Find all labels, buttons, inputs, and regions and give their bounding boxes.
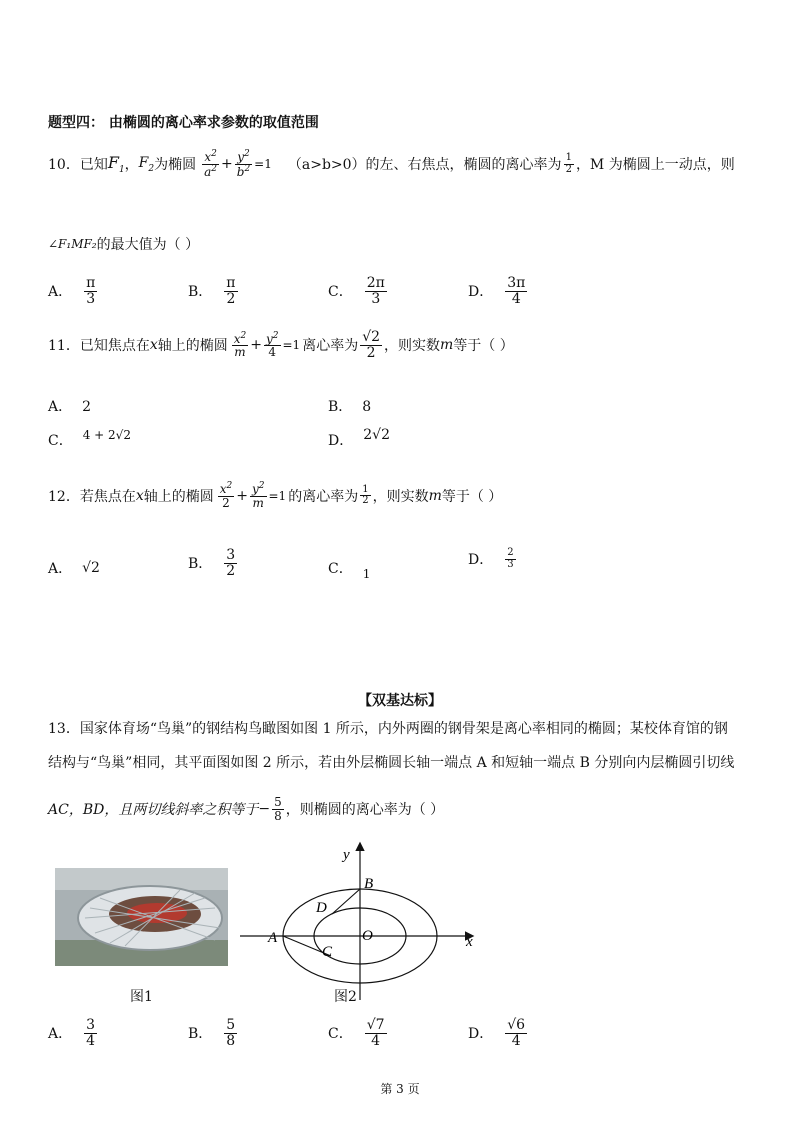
page-number: 第 3 页 [380, 1082, 420, 1096]
section-heading: 题型四： 由椭圆的离心率求参数的取值范围 [48, 115, 319, 131]
q10-number: 10．已知 [48, 157, 108, 174]
q11-eccentricity: $\frac{√2}{2}$ [362, 329, 381, 361]
basic-heading: 【双基达标】 [358, 693, 442, 709]
q11-ellipse-equation: $\frac{x^2}{m}$ + $\frac{y^2}{4}$ =1 [233, 330, 301, 360]
q13-option-a[interactable]: A． $\frac{3}{4}$ [48, 1017, 96, 1049]
q13-option-b[interactable]: B． $\frac{5}{8}$ [188, 1017, 236, 1049]
q13-slope-product: $\frac{5}{8}$ [274, 795, 282, 823]
q10-option-a[interactable]: A． $\frac{\pi}{3}$ [48, 275, 96, 307]
question-12: 12．若焦点在 x 轴上的椭圆 $\frac{x^2}{2}$ + $\frac{y^2}{m}$ =1 的离心率为 $\frac{1}{2}$ ，则实数 m 等于（ ） [48, 481, 503, 510]
q12-ellipse-equation: $\frac{x^2}{2}$ + $\frac{y^2}{m}$ =1 [219, 481, 287, 510]
question-13-line1: 13．国家体育场“鸟巢”的钢结构鸟瞰图如图 1 所示，内外两圈的钢骨架是离心率相同的椭圆；某校体育馆的钢 [48, 721, 728, 737]
figure-1-bird-nest-photo [55, 868, 228, 966]
q12-eccentricity: $\frac{1}{2}$ [362, 483, 369, 507]
q10-options [48, 276, 748, 316]
q10-angle: ∠F₁MF₂ [48, 237, 97, 251]
figure-1-caption: 图1 [130, 989, 153, 1005]
q13-options [48, 1018, 748, 1062]
question-10-line1: 10．已知 $F_1$ ， $F_2$ 为椭圆 $\frac{x^2}{a^2}$ + $\frac{y^2}{b^2}$ =1 （a>b>0）的左、右焦点，椭圆的离心率为 $\frac{1}{2}$ ，M 为椭圆上一动点，则 [48, 149, 735, 179]
stadium-illustration [55, 868, 228, 966]
q10-option-b[interactable]: B． $\frac{\pi}{2}$ [188, 275, 236, 307]
q10-option-d[interactable]: D． $\frac{3\pi}{4}$ [468, 275, 526, 307]
q12-option-d[interactable]: D． $\frac{2}{3}$ [468, 547, 514, 570]
q12-option-b[interactable]: B． $\frac{3}{2}$ [188, 547, 236, 579]
q11-option-b[interactable]: B． 8 [328, 399, 372, 415]
point-b-label: B [364, 876, 374, 892]
q10-eccentricity: $\frac{1}{2}$ [565, 152, 572, 175]
point-c-label: C [322, 944, 333, 960]
figure-2-ellipse-diagram [236, 838, 486, 1008]
q11-option-c[interactable]: C． 4 + 2√2 [48, 428, 131, 449]
y-label: y [343, 847, 350, 863]
q12-option-a[interactable]: A． √2 [48, 560, 100, 577]
point-d-label: D [316, 900, 327, 916]
q12-options [48, 548, 748, 588]
q11-option-a[interactable]: A． 2 [48, 399, 92, 415]
q13-option-d[interactable]: D． $\frac{√6}{4}$ [468, 1017, 526, 1049]
q11-option-d[interactable]: D． 2√2 [328, 427, 390, 449]
question-13-line2: 结构与“鸟巢”相同，其平面图如图 2 所示，若由外层椭圆长轴一端点 A 和短轴一端点 B 分别向内层椭圆引切线 [48, 755, 735, 771]
figure-2-caption: 图2 [334, 989, 357, 1005]
q10-f2: $F_2$ [138, 154, 155, 174]
tangent-bd [332, 889, 360, 914]
question-10-line2: ∠F₁MF₂ 的最大值为（ ） [48, 237, 200, 253]
origin-label: O [362, 928, 373, 944]
x-label: x [466, 934, 473, 950]
q10-f1: $F_1$ [107, 153, 125, 176]
point-a-label: A [268, 930, 278, 946]
question-11: 11．已知焦点在 x 轴上的椭圆 $\frac{x^2}{m}$ + $\frac{y^2}{4}$ =1 离心率为 $\frac{√2}{2}$ ，则实数 m 等于（ ） [48, 329, 514, 361]
q13-option-c[interactable]: C． $\frac{√7}{4}$ [328, 1017, 385, 1049]
question-13-line3: AC，BD，且两切线斜率之积等于 − $\frac{5}{8}$ ，则椭圆的离心率为（ ） [48, 795, 445, 823]
q10-option-c[interactable]: C． $\frac{2\pi}{3}$ [328, 275, 385, 307]
q10-ellipse-equation: $\frac{x^2}{a^2}$ + $\frac{y^2}{b^2}$ =1 [204, 149, 272, 179]
q12-option-c[interactable]: C． 1 [328, 561, 371, 581]
